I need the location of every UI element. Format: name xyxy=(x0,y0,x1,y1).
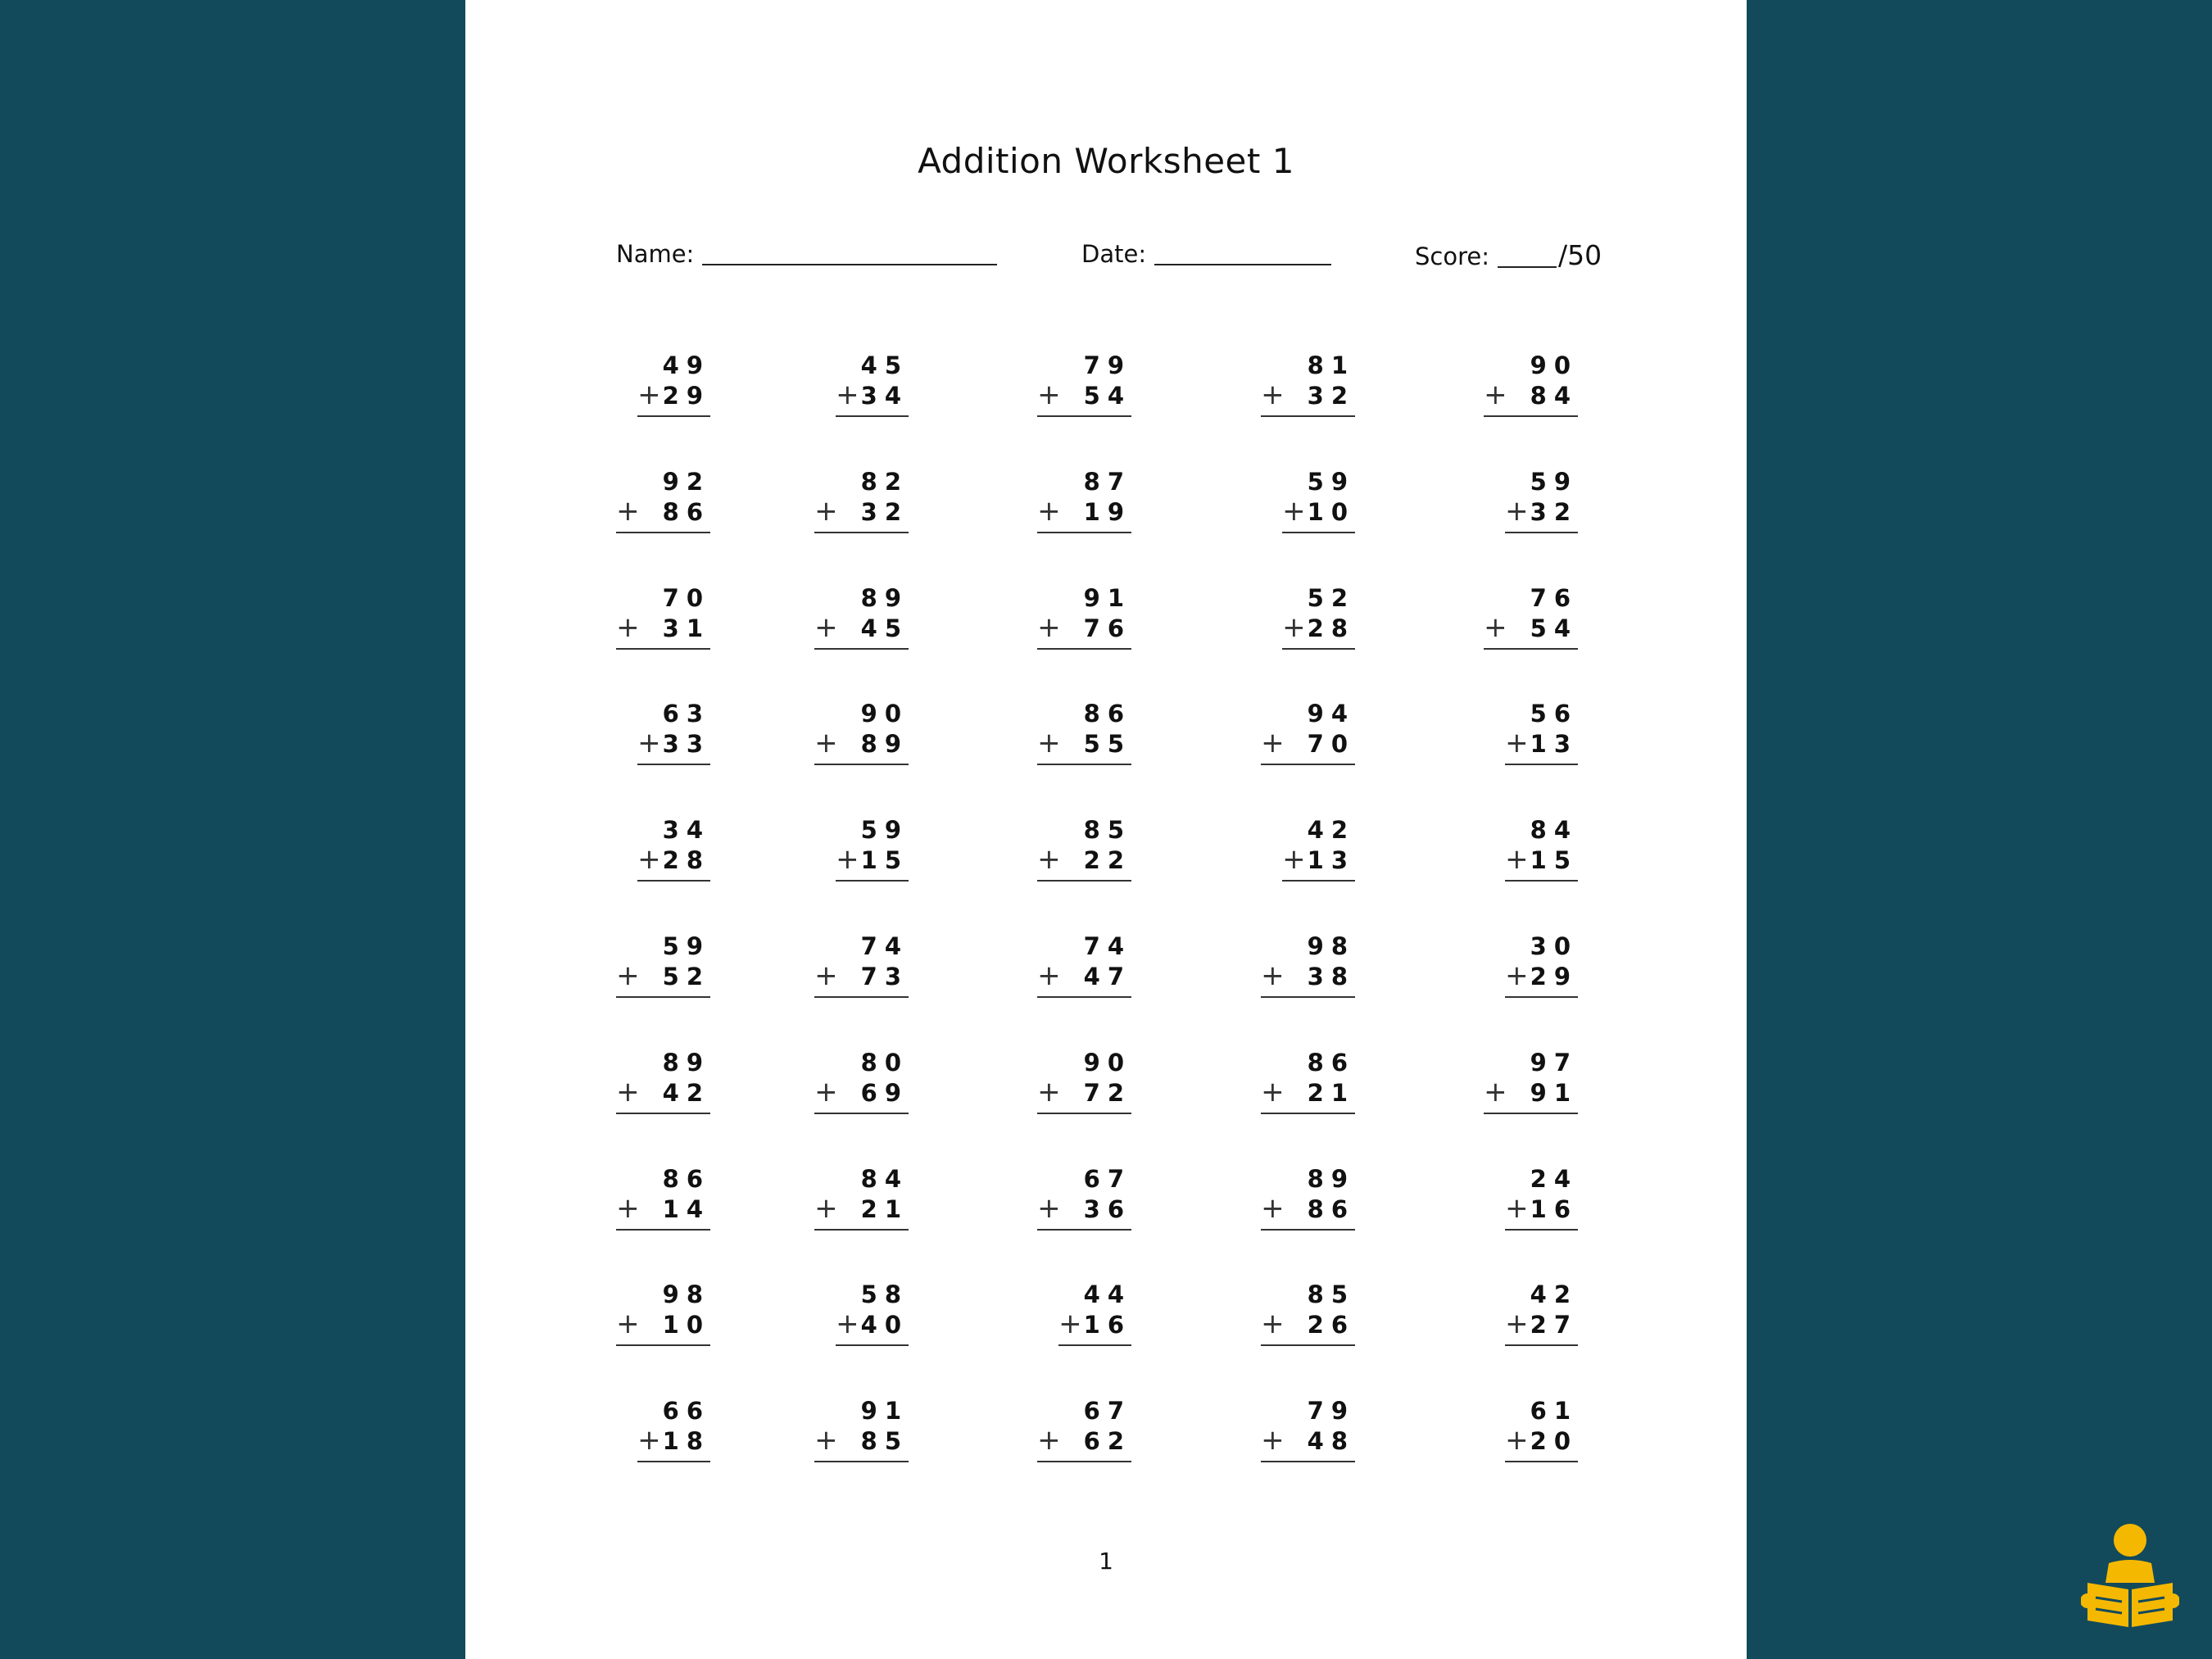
plus-sign: + xyxy=(616,611,640,644)
problem-bottom-row xyxy=(1505,961,1578,998)
problem-top-number: 74 xyxy=(860,932,909,960)
problem-bottom-number: 33 xyxy=(662,730,710,758)
problem-bottom-number: 14 xyxy=(662,1195,710,1223)
problem-bottom-row xyxy=(1505,1194,1578,1231)
plus-sign: + xyxy=(1058,1308,1082,1340)
problem-bottom-number: 84 xyxy=(1530,382,1578,410)
plus-sign: + xyxy=(1037,495,1061,528)
addition-problem xyxy=(1247,1164,1362,1230)
plus-sign: + xyxy=(1484,611,1507,644)
problem-bottom-row xyxy=(1505,728,1578,765)
problem-bottom-row xyxy=(814,961,909,998)
addition-problem xyxy=(1470,815,1584,881)
page-number: 1 xyxy=(1099,1548,1113,1575)
plus-sign: + xyxy=(1505,495,1529,528)
problem-bottom-number: 32 xyxy=(1530,498,1578,526)
problem-bottom-number: 73 xyxy=(860,963,909,990)
addition-problem xyxy=(800,583,915,649)
problem-bottom-number: 15 xyxy=(860,846,909,874)
problem-bottom-row xyxy=(1282,496,1355,533)
problem-bottom-row xyxy=(1282,613,1355,650)
problem-bottom-row xyxy=(814,1426,909,1462)
score-total: /50 xyxy=(1558,239,1602,271)
addition-problem xyxy=(1470,1048,1584,1113)
problem-bottom-number: 62 xyxy=(1083,1427,1131,1455)
problem-top-number: 97 xyxy=(1530,1049,1578,1077)
plus-sign: + xyxy=(814,727,838,759)
addition-problem xyxy=(1023,815,1138,881)
problem-top-number: 61 xyxy=(1530,1397,1578,1425)
problem-bottom-row xyxy=(814,1077,909,1114)
plus-sign: + xyxy=(814,495,838,528)
logo-body xyxy=(2105,1560,2155,1583)
problem-bottom-row xyxy=(1037,380,1131,417)
addition-problem xyxy=(602,467,717,533)
problem-top-number: 81 xyxy=(1307,351,1355,379)
problem-bottom-row xyxy=(637,845,710,882)
addition-problem xyxy=(1470,1396,1584,1462)
problem-bottom-row xyxy=(1058,1309,1131,1346)
problem-bottom-number: 28 xyxy=(662,846,710,874)
problem-top-number: 24 xyxy=(1530,1165,1578,1193)
problem-bottom-number: 48 xyxy=(1307,1427,1355,1455)
score-blank-line xyxy=(1498,242,1557,268)
addition-problem xyxy=(1247,1396,1362,1462)
problem-top-number: 42 xyxy=(1530,1281,1578,1308)
problem-bottom-row xyxy=(616,961,710,998)
problem-bottom-row xyxy=(814,1194,909,1231)
problem-top-number: 86 xyxy=(1307,1049,1355,1077)
plus-sign: + xyxy=(1037,843,1061,876)
problem-top-number: 59 xyxy=(662,932,710,960)
problem-bottom-row xyxy=(1484,1077,1578,1114)
score-label: Score: xyxy=(1415,243,1489,270)
addition-problem xyxy=(602,351,717,416)
plus-sign: + xyxy=(637,1424,661,1457)
problem-bottom-number: 21 xyxy=(860,1195,909,1223)
plus-sign: + xyxy=(1505,727,1529,759)
problem-bottom-number: 20 xyxy=(1530,1427,1578,1455)
problem-bottom-row xyxy=(1037,845,1131,882)
problem-bottom-row xyxy=(1261,728,1355,765)
problem-top-number: 91 xyxy=(1083,584,1131,612)
problem-top-number: 59 xyxy=(860,816,909,844)
problem-bottom-number: 31 xyxy=(662,614,710,642)
plus-sign: + xyxy=(1261,1076,1285,1108)
problem-bottom-row xyxy=(616,613,710,650)
problem-bottom-row xyxy=(1037,1426,1131,1462)
plus-sign: + xyxy=(1484,1076,1507,1108)
plus-sign: + xyxy=(616,1192,640,1225)
problem-bottom-number: 32 xyxy=(860,498,909,526)
addition-problem xyxy=(1470,351,1584,416)
problem-top-number: 89 xyxy=(1307,1165,1355,1193)
addition-problem xyxy=(1247,815,1362,881)
addition-problem xyxy=(800,699,915,764)
plus-sign: + xyxy=(1037,727,1061,759)
problem-bottom-row xyxy=(1261,1426,1355,1462)
problem-bottom-row xyxy=(1505,1426,1578,1462)
problem-bottom-number: 10 xyxy=(662,1311,710,1339)
plus-sign: + xyxy=(1037,1192,1061,1225)
addition-problem xyxy=(800,467,915,533)
addition-problem xyxy=(800,1280,915,1345)
plus-sign: + xyxy=(1261,1308,1285,1340)
addition-problem xyxy=(1470,467,1584,533)
plus-sign: + xyxy=(1037,1424,1061,1457)
plus-sign: + xyxy=(814,1076,838,1108)
problem-bottom-row xyxy=(616,1309,710,1346)
problem-bottom-row xyxy=(1261,1077,1355,1114)
addition-problem xyxy=(1247,699,1362,764)
problem-top-number: 52 xyxy=(1307,584,1355,612)
plus-sign: + xyxy=(616,959,640,992)
logo-head xyxy=(2114,1524,2146,1557)
addition-problem xyxy=(1247,1048,1362,1113)
problem-top-number: 34 xyxy=(662,816,710,844)
problem-bottom-row xyxy=(814,496,909,533)
plus-sign: + xyxy=(814,1192,838,1225)
plus-sign: + xyxy=(1261,727,1285,759)
problem-bottom-row xyxy=(1261,1194,1355,1231)
problem-bottom-number: 54 xyxy=(1530,614,1578,642)
problem-bottom-number: 72 xyxy=(1083,1079,1131,1107)
problem-bottom-row xyxy=(1037,728,1131,765)
plus-sign: + xyxy=(1037,959,1061,992)
problem-bottom-row xyxy=(1037,496,1131,533)
problem-bottom-number: 42 xyxy=(662,1079,710,1107)
addition-problem xyxy=(1023,1048,1138,1113)
plus-sign: + xyxy=(1282,495,1306,528)
problem-bottom-number: 40 xyxy=(860,1311,909,1339)
problem-bottom-number: 26 xyxy=(1307,1311,1355,1339)
plus-sign: + xyxy=(814,1424,838,1457)
addition-problem xyxy=(1470,699,1584,764)
problem-bottom-row xyxy=(836,845,909,882)
problem-top-number: 79 xyxy=(1083,351,1131,379)
problem-bottom-row xyxy=(616,496,710,533)
problem-bottom-row xyxy=(1037,613,1131,650)
plus-sign: + xyxy=(1037,611,1061,644)
problem-top-number: 59 xyxy=(1307,468,1355,496)
problem-bottom-row xyxy=(1505,496,1578,533)
problem-bottom-number: 13 xyxy=(1307,846,1355,874)
problem-bottom-number: 70 xyxy=(1307,730,1355,758)
problem-bottom-row xyxy=(836,1309,909,1346)
addition-problem xyxy=(1023,1164,1138,1230)
plus-sign: + xyxy=(1261,1424,1285,1457)
problem-top-number: 89 xyxy=(860,584,909,612)
problem-bottom-number: 34 xyxy=(860,382,909,410)
plus-sign: + xyxy=(836,378,859,411)
plus-sign: + xyxy=(616,1076,640,1108)
problem-bottom-number: 86 xyxy=(662,498,710,526)
worksheet-page xyxy=(465,0,1747,1659)
problem-top-number: 92 xyxy=(662,468,710,496)
addition-problem xyxy=(1247,931,1362,997)
plus-sign: + xyxy=(637,378,661,411)
logo-book-right xyxy=(2132,1583,2173,1627)
plus-sign: + xyxy=(1261,959,1285,992)
problem-top-number: 84 xyxy=(1530,816,1578,844)
addition-problem xyxy=(602,583,717,649)
problem-bottom-number: 52 xyxy=(662,963,710,990)
name-label: Name: xyxy=(616,240,695,268)
problem-top-number: 90 xyxy=(860,700,909,728)
plus-sign: + xyxy=(1261,378,1285,411)
name-field xyxy=(616,239,997,268)
addition-problem xyxy=(800,1164,915,1230)
problem-top-number: 42 xyxy=(1307,816,1355,844)
plus-sign: + xyxy=(1505,959,1529,992)
problem-bottom-row xyxy=(1505,845,1578,882)
problem-bottom-row xyxy=(1261,1309,1355,1346)
plus-sign: + xyxy=(814,611,838,644)
problem-bottom-row xyxy=(637,1426,710,1462)
logo-book-left xyxy=(2087,1583,2128,1627)
problem-top-number: 59 xyxy=(1530,468,1578,496)
addition-problem xyxy=(1023,699,1138,764)
addition-problem xyxy=(800,1396,915,1462)
reading-person-icon xyxy=(2081,1522,2179,1629)
problem-bottom-number: 16 xyxy=(1530,1195,1578,1223)
problem-top-number: 76 xyxy=(1530,584,1578,612)
problem-top-number: 91 xyxy=(860,1397,909,1425)
date-blank-line xyxy=(1154,239,1331,265)
problem-bottom-row xyxy=(1261,380,1355,417)
plus-sign: + xyxy=(836,843,859,876)
problem-top-number: 86 xyxy=(1083,700,1131,728)
addition-problem xyxy=(1023,583,1138,649)
problem-bottom-number: 18 xyxy=(662,1427,710,1455)
problem-top-number: 66 xyxy=(662,1397,710,1425)
addition-problem xyxy=(602,699,717,764)
problem-bottom-number: 54 xyxy=(1083,382,1131,410)
problem-bottom-number: 15 xyxy=(1530,846,1578,874)
problem-bottom-number: 69 xyxy=(860,1079,909,1107)
problem-top-number: 45 xyxy=(860,351,909,379)
addition-problem xyxy=(1247,1280,1362,1345)
problem-bottom-number: 38 xyxy=(1307,963,1355,990)
problem-bottom-number: 32 xyxy=(1307,382,1355,410)
problem-top-number: 80 xyxy=(860,1049,909,1077)
addition-problem xyxy=(1470,1280,1584,1345)
problem-bottom-row xyxy=(1037,961,1131,998)
plus-sign: + xyxy=(637,727,661,759)
problem-bottom-row xyxy=(616,1077,710,1114)
problem-bottom-number: 89 xyxy=(860,730,909,758)
addition-problem xyxy=(1023,1280,1138,1345)
problem-top-number: 79 xyxy=(1307,1397,1355,1425)
problem-bottom-number: 29 xyxy=(1530,963,1578,990)
addition-problem xyxy=(602,1280,717,1345)
addition-problem xyxy=(1470,931,1584,997)
problem-bottom-number: 19 xyxy=(1083,498,1131,526)
addition-problem xyxy=(800,931,915,997)
problem-top-number: 70 xyxy=(662,584,710,612)
problem-bottom-row xyxy=(836,380,909,417)
addition-problem xyxy=(602,1048,717,1113)
problem-bottom-row xyxy=(1037,1194,1131,1231)
problem-bottom-row xyxy=(1261,961,1355,998)
problem-bottom-row xyxy=(1037,1077,1131,1114)
date-field xyxy=(1081,239,1331,268)
problem-bottom-row xyxy=(1484,613,1578,650)
problem-bottom-number: 45 xyxy=(860,614,909,642)
problem-bottom-number: 47 xyxy=(1083,963,1131,990)
problem-bottom-number: 16 xyxy=(1083,1311,1131,1339)
problem-top-number: 74 xyxy=(1083,932,1131,960)
problem-top-number: 98 xyxy=(1307,932,1355,960)
addition-problem xyxy=(1247,351,1362,416)
plus-sign: + xyxy=(1505,1192,1529,1225)
problem-top-number: 56 xyxy=(1530,700,1578,728)
problem-top-number: 94 xyxy=(1307,700,1355,728)
addition-problem xyxy=(602,815,717,881)
addition-problem xyxy=(1023,351,1138,416)
addition-problem xyxy=(800,1048,915,1113)
plus-sign: + xyxy=(1505,1308,1529,1340)
plus-sign: + xyxy=(1261,1192,1285,1225)
plus-sign: + xyxy=(637,843,661,876)
plus-sign: + xyxy=(836,1308,859,1340)
problem-bottom-number: 86 xyxy=(1307,1195,1355,1223)
plus-sign: + xyxy=(814,959,838,992)
problem-bottom-number: 29 xyxy=(662,382,710,410)
problem-bottom-number: 21 xyxy=(1307,1079,1355,1107)
plus-sign: + xyxy=(616,495,640,528)
problem-top-number: 98 xyxy=(662,1281,710,1308)
problem-bottom-row xyxy=(814,613,909,650)
problem-top-number: 67 xyxy=(1083,1165,1131,1193)
problem-top-number: 58 xyxy=(860,1281,909,1308)
addition-problem xyxy=(1470,1164,1584,1230)
problem-bottom-number: 85 xyxy=(860,1427,909,1455)
problem-bottom-row xyxy=(637,380,710,417)
problem-bottom-row xyxy=(616,1194,710,1231)
score-field xyxy=(1415,239,1602,271)
problem-bottom-row xyxy=(637,728,710,765)
problem-top-number: 30 xyxy=(1530,932,1578,960)
problem-top-number: 90 xyxy=(1083,1049,1131,1077)
problem-top-number: 85 xyxy=(1083,816,1131,844)
plus-sign: + xyxy=(616,1308,640,1340)
page-title: Addition Worksheet 1 xyxy=(918,141,1294,181)
addition-problem xyxy=(1023,931,1138,997)
plus-sign: + xyxy=(1505,1424,1529,1457)
plus-sign: + xyxy=(1037,378,1061,411)
date-label: Date: xyxy=(1081,240,1147,268)
plus-sign: + xyxy=(1505,843,1529,876)
problem-top-number: 87 xyxy=(1083,468,1131,496)
problem-top-number: 90 xyxy=(1530,351,1578,379)
problem-bottom-number: 13 xyxy=(1530,730,1578,758)
problem-bottom-number: 27 xyxy=(1530,1311,1578,1339)
addition-problem xyxy=(800,351,915,416)
addition-problem xyxy=(1247,467,1362,533)
addition-problem xyxy=(1247,583,1362,649)
problem-bottom-number: 91 xyxy=(1530,1079,1578,1107)
addition-problem xyxy=(602,1164,717,1230)
plus-sign: + xyxy=(1282,611,1306,644)
addition-problem xyxy=(602,931,717,997)
problem-top-number: 44 xyxy=(1083,1281,1131,1308)
problem-bottom-number: 10 xyxy=(1307,498,1355,526)
problem-bottom-number: 76 xyxy=(1083,614,1131,642)
problem-bottom-row xyxy=(814,728,909,765)
plus-sign: + xyxy=(1484,378,1507,411)
problem-bottom-row xyxy=(1484,380,1578,417)
plus-sign: + xyxy=(1282,843,1306,876)
problem-top-number: 82 xyxy=(860,468,909,496)
problem-bottom-row xyxy=(1505,1309,1578,1346)
problem-bottom-number: 36 xyxy=(1083,1195,1131,1223)
addition-problem xyxy=(1023,1396,1138,1462)
plus-sign: + xyxy=(1037,1076,1061,1108)
problem-top-number: 49 xyxy=(662,351,710,379)
problem-top-number: 86 xyxy=(662,1165,710,1193)
problem-top-number: 89 xyxy=(662,1049,710,1077)
problem-top-number: 63 xyxy=(662,700,710,728)
problem-top-number: 67 xyxy=(1083,1397,1131,1425)
addition-problem xyxy=(1023,467,1138,533)
problem-bottom-number: 22 xyxy=(1083,846,1131,874)
problem-bottom-number: 28 xyxy=(1307,614,1355,642)
problem-bottom-number: 55 xyxy=(1083,730,1131,758)
addition-problem xyxy=(602,1396,717,1462)
addition-problem xyxy=(1470,583,1584,649)
problem-top-number: 84 xyxy=(860,1165,909,1193)
problem-bottom-row xyxy=(1282,845,1355,882)
name-blank-line xyxy=(702,239,997,265)
problem-top-number: 85 xyxy=(1307,1281,1355,1308)
addition-problem xyxy=(800,815,915,881)
